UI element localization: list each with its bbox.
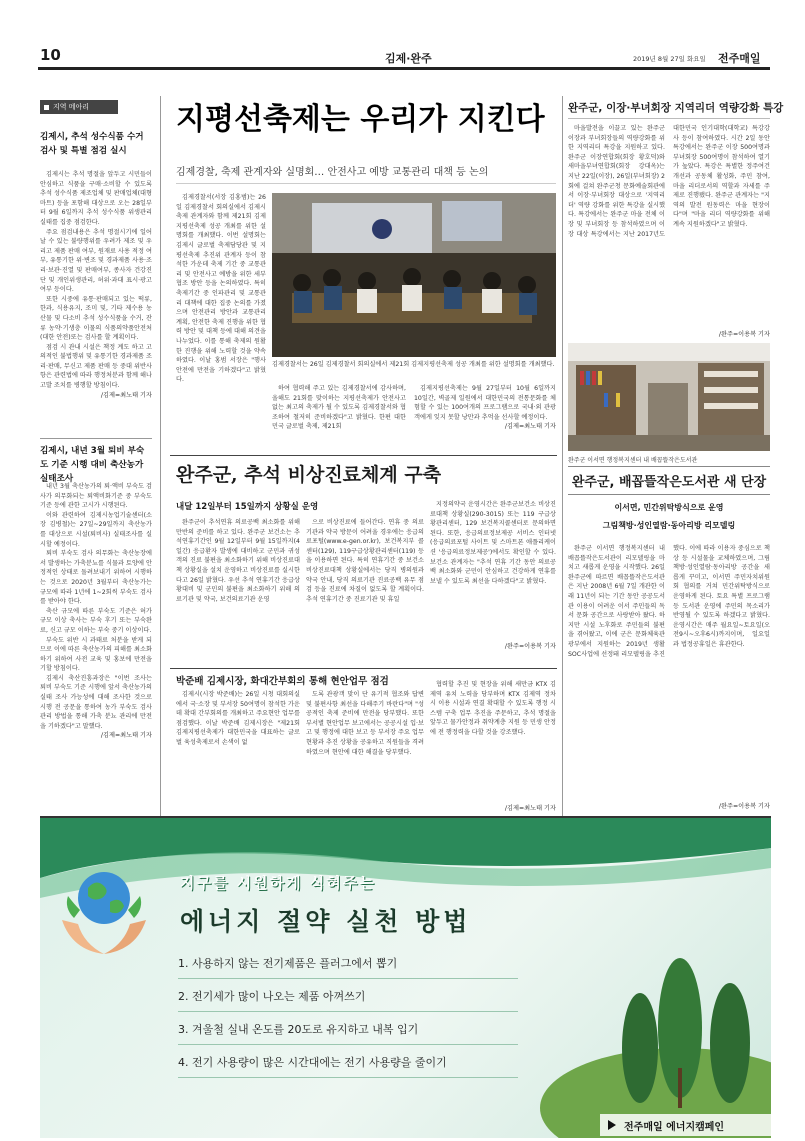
divider xyxy=(176,183,556,184)
paragraph: 협력할 추진 및 현장을 위해 새만금 KTX 김제역 유치 노력을 당부하며 KTX 김제역 정차 시 이용 시설과 연결 확대할 수 있도록 행정 시스템 구축 업무 추진을 주문하고, 추석 명절을 앞두고 물가안정과 취약계층 지원 등 민생 안정에 전 행정력을 다할 것을 강조했다. xyxy=(430,681,556,736)
library-photo-caption: 완주군 이서면 행정복지센터 내 배꼽뜰작은도서관 xyxy=(568,457,698,464)
paragraph: 축산 규모에 따른 부숙도 기준은 허가 규모 이상 축사는 부숙 후기 또는 부숙완료, 신고 규모 이하는 부숙 중기 이상이다. xyxy=(40,607,152,634)
bottom-headline: 박준배 김제시장, 화대간부회의 통해 현안업무 점검 xyxy=(176,676,389,687)
byline: /완주=이용복 기자 xyxy=(504,643,556,650)
paragraph: 퇴비 부숙도 검사 의무화는 축산농장에서 발생하는 가축분뇨를 식물과 토양에 안정적인 상태로 돌려보내기 위하여 시행하는 것으로 2020년 3월부터 축산농가는 규모에 따라 1년에 1~2회씩 부숙도 검사를 받아야 한다. xyxy=(40,550,152,606)
issue-date: 2019년 8월 27일 화요일 xyxy=(633,55,706,63)
column-divider xyxy=(160,96,161,816)
paragraph: 김제지평선축제는 9월 27일부터 10월 6일까지 10일간, 벽골제 일원에서 대한민국의 전통문화를 체험할 수 있는 100여개의 프로그램으로 국내·외 관광객에게 잊지 못할 낭만과 추억을 선사할 예정이다. xyxy=(414,385,556,421)
ad-list-item: 2. 전기세가 많이 나오는 제품 아껴쓰기 xyxy=(178,990,366,1003)
byline: /김제=최노태 기자 xyxy=(100,732,152,740)
divider xyxy=(568,494,770,495)
bullet-icon xyxy=(44,105,49,110)
paragraph: 부숙도 위반 시 과태료 처분을 받게 되므로 이에 따른 축산농가의 피해를 최소화하기 위하여 사전 교육 및 홍보에 만전을 기할 방침이다. xyxy=(40,636,152,673)
paragraph: 지정의약국 운영시간은 완주군보건소 비상진료대책 상황실(290-3015) 또는 119 구급상황관리센터, 129 보건복지콜센터로 문의하면 된다. 또한, 응급의료정보제공 서비스 인터넷(응급의료포털 사이트 및 스마트폰 애플리케이션 '응급의료정보제공')에서도 확인할 수 있다. 보건소 관계자는 "추석 연휴 기간 동안 의료공백 최소화와 군민이 안심하고 건강하게 연휴를 보낼 수 있도록 최선을 다하겠다"고 밝혔다. xyxy=(430,501,556,585)
page-number: 10 xyxy=(40,46,61,64)
library-sub1: 이서면, 민간위탁방식으로 운영 xyxy=(614,503,724,512)
mid-subhead: 내달 12일부터 15일까지 상황실 운영 xyxy=(176,502,319,512)
sidebar-tag xyxy=(40,100,118,114)
paragraph: 또한 시중에 유통·판매되고 있는 떡류, 한과, 식용유지, 조미 및, 기타 제수용 농산물 및 다소비 추석 성수식품을 수거, 잔류 농약·기생충 이물의 식품의약품안전처(대한 안전)또는 검사를 할 계획이다. xyxy=(40,295,152,342)
globe-hands-icon xyxy=(54,858,154,968)
play-arrow-icon xyxy=(608,1120,616,1130)
ad-list-item: 3. 겨울철 실내 온도를 20도로 유지하고 내복 입기 xyxy=(178,1023,419,1036)
library-illustration xyxy=(568,343,770,451)
mid-body-2: 으로 비상진료에 들어간다. 연휴 중 의료기관과 약국 방문이 어려울 경우에는 응급의료포털(www.e-gen.or.kr), 보건복지부 콜센터(129), 119구급상황관리센터(119) 등을 이용하면 된다. 특히 연휴기간 중 보건소 비상진료대책 상황실에서는 당직 병의원과 약국 안내, 당직 의료기관 진료공백 유무 점검 등을 진료에 차질이 없도록 할 계획이다. 추석 연휴기간 중 진료기관 및 휴일 xyxy=(306,519,424,603)
paragraph: 마을발전을 이끌고 있는 완주군 이장과 부녀회장들의 역량강화를 위한 지역리더 특강을 지원하고 있다. 완주군 이장연합회(회장 황호덕)와 새마을부녀연합회(회장 강대옥)는 지난 22일(이장), 26일(부녀회장) 2회에 걸쳐 완주군청 문화예술회관에서 이장·부녀회장 대상으로 '지역리더' 역량 강화를 위한 특강을 실시했다. 특강에서는 완주군 마을 전체 이장 및 부녀회장 등 참석하였으며 이장 대상 특강에서는 지난 2017년도 대한민국 인기대학(대학교) 특강강사 등이 참여하였다. 시간 2일 동안 특강에서는 완주군 이장 500여명과 부녀회장 500여명이 참석하여 열기가 높았다. 특강은 특별한 정주여건 개선과 공동체 활성화, 주민 참여, 마을 리더로서의 역할과 자세를 주제로 진행됐다. 완주군 관계자는 "지역의 발전 원동력은 마을 현장이다"며 "마을 리더 역량강화를 위해 계속 지원하겠다"고 밝혔다. xyxy=(568,125,770,238)
lead-photo-caption: 김제경찰서는 26일 김제경찰서 회의실에서 제21회 김제지평선축제 성공 개최를 위한 설명회를 개최했다. xyxy=(272,361,555,368)
masthead-rule xyxy=(38,67,770,70)
divider xyxy=(178,1077,518,1078)
right-top-body xyxy=(568,124,770,340)
library-sub2: 그림책방·성인열람·동아리방 리모델링 xyxy=(602,521,736,530)
divider xyxy=(40,438,152,439)
paragraph: 내년 3월 축산농가의 퇴·액비 부숙도 검사가 의무화되는 퇴액비화기준 중 부숙도 기준 등에 관한 고시가 시행된다. xyxy=(40,483,152,510)
divider xyxy=(170,668,557,669)
energy-campaign-ad xyxy=(40,816,771,1138)
ad-tagline: 지구를 시원하게 식혀주는 xyxy=(180,874,376,892)
byline: /김제=최노태 기자 xyxy=(504,805,556,812)
divider xyxy=(568,118,770,119)
ad-title: 에너지 절약 실천 방법 xyxy=(180,907,472,936)
mid-headline: 완주군, 추석 비상진료체계 구축 xyxy=(176,464,442,486)
masthead xyxy=(0,0,805,72)
ad-list-item: 4. 전기 사용량이 많은 시간대에는 전기 사용량을 줄이기 xyxy=(178,1056,447,1069)
sidebar-tag-label: 지역 메아리 xyxy=(53,103,90,111)
divider xyxy=(178,978,518,979)
lead-body-left: 김제경찰서(서장 김홍범)는 26일 김제경찰서 회의실에서 김제시 축제 관계자와 함께 제21회 김제지평선축제 성공 개최를 위한 설명회를 개최했다. 이번 설명회는 김제시 글로벌 축제담당관 및 지평선축제 추진위 관계자 등이 참석한 가운데 축제 기간 중 교통관리 및 안전사고 예방을 위한 세부 협조 방안 등을 논의하였다. 특히 축제기간 중 인파관리 및 교통관리 대책에 대한 집중 논의를 가졌으며 안전관리 방안과 교통관리 계획, 안전한 축제 진행을 위한 협력 방안 및 대책 등에 대해 의견을 나누었다. 이를 통해 축제의 원활한 진행을 위해 노력할 것을 약속하였다. 이날 홍범 서장은 "행사 안전에 만전을 기하겠다"고 밝혔다. xyxy=(176,194,266,384)
police-briefing-photo xyxy=(272,193,556,357)
column-divider xyxy=(562,96,563,816)
lead-subhead: 김제경찰, 축제 관계자와 실명회… 안전사고 예방 교통관리 대책 등 논의 xyxy=(176,167,489,178)
bottom-body-1: 김제시(시장 박준배)는 26일 시청 대회의실에서 국·소장 및 부서장 50여명이 참석한 가운데 확대 간부회의를 개최하고 주요현안 업무를 점검했다. 이날 박준배 김제시장은 "제21회 김제지평선축제가 대한민국을 대표하는 글로벌 육성축제로서 손색이 없 xyxy=(176,691,300,746)
sidebar-article2-body xyxy=(40,482,152,741)
byline: /김제=최노태 기자 xyxy=(100,391,152,399)
photo-illustration xyxy=(272,193,556,357)
byline: /김제=최노태 기자 xyxy=(504,423,556,431)
lead-body-mid: 하여 협력해 주고 있는 김제경찰서에 감사하며, 올해도 21회를 맞이하는 지평선축제가 안전사고 없는 최고의 축제가 될 수 있도록 김제경찰서와 협조하여 철저히 준비하겠다"고 밝혔다. 한편 대한민국 글로벌 축제, 제21회 xyxy=(272,385,406,431)
byline: /완주=이용복 기자 xyxy=(718,803,770,810)
paragraph: 완주군 이서면 행정복지센터 내 배꼽뜰작은도서관이 리모델링을 마치고 새롭게 운영을 시작했다. 26일 완주군에 따르면 배꼽뜰작은도서관은 지난 2008년 6월 7일 개관한 이래 11년이 되는 기간 동안 공공도서관 이용이 어려운 이서 주민들의 독서 문화 공간으로 사랑받아 왔다. 하지만 시설 노후화로 주민들의 불편을 겪어왔고, 이에 군은 문화체육관광부에서 지원하는 2019년 생활SOC사업에 선정돼 리모델링을 추진했다. 이에 따라 이용자 중심으로 책상 등 시설물을 교체하였으며, 그림책방·성인열람·동아리방 공간을 새롭게 꾸미고, 이서면 주민자치위원회 협의를 거쳐 민간위탁방식으로 운영하게 된다. 토요 특별 프로그램 등 도서관 운영에 주민의 목소리가 반영될 수 있도록 하겠다고 밝혔다. 운영시간은 매주 월요일~토요일(오전9시~오후6시)까지이며, 일요일과 법정공휴일은 휴관한다. xyxy=(568,545,770,658)
paragraph: 주요 점검내용은 추석 명절시기에 일어날 수 있는 불량행위를 우려가 제조 및 우리고 제품 판매 여부, 원재료 사용 적정 여부, 유통기한 위·변조 및 경과제품 사용·조리·보관·진열 및 판매여부, 종사자 건강진단 및 개인위생관리, 허위·과대 표시·광고 여부 등이다. xyxy=(40,228,152,294)
divider xyxy=(178,1011,518,1012)
ad-list xyxy=(178,950,598,1078)
paper-name: 전주매일 xyxy=(718,52,761,65)
ad-list-item: 1. 사용하지 않는 전기제품은 플러그에서 뽑기 xyxy=(178,957,398,970)
divider xyxy=(568,466,770,467)
mid-body-3 xyxy=(430,500,556,652)
paragraph: 점검 시 관내 시설은 책정 계도 하고 고의적인 불법행위 및 유통기한 경과제품 조리·판매, 무신고 제품 판매 등 중대 위반사항은 관련법에 따라 행정처분과 함께 해나 고발 조치를 병행할 방침이다. xyxy=(40,343,152,390)
right-top-headline: 완주군, 이장·부녀회장 지역리더 역량강화 특강 xyxy=(568,102,784,114)
bottom-body-3 xyxy=(430,680,556,814)
byline: /완주=이용복 기자 xyxy=(718,331,770,338)
sidebar-article1-title: 김제시, 추석 성수식품 수거 검사 및 특별 점검 실시 xyxy=(40,132,144,156)
mid-body-1: 완주군이 추석연휴 의료공백 최소화를 위해 만반의 준비를 하고 있다. 완주군 보건소는 추석연휴기간인 9월 12일부터 9월 15일까지(4일간) 응급환자 발생에 대비하고 군민과 귀성객의 진료 불편을 최소화하기 위해 비상진료대책 상황실을 설치 운영하고 비상진료를 실시한다고 26일 밝혔다. 우선 추석 연휴기간 응급상황대비 및 군민의 불편을 최소화하기 위해 의료기관 및 약국, 보건의료기관 운영 xyxy=(176,519,300,603)
ad-footer-bar xyxy=(600,1114,771,1136)
sidebar-article1-body xyxy=(40,170,152,400)
paragraph: 김제시 축산진흥과장은 "이번 조사는 퇴비 부숙도 기준 시행에 앞서 축산농가의 실태 조사 가능성에 대해 조사한 것으로 시행 전 공문을 통하여 농가 부숙도 검사 관리 방법을 통해 가축 분뇨 관리에 만전을 기하겠다"고 말했다. xyxy=(40,674,152,730)
divider xyxy=(178,1044,518,1045)
paragraph: 이와 관련하여 김제시농업기술센터(소장 김병철)는 27일~29일까지 축산농가를 대상으로 시설(퇴비사) 실태조사를 실시할 예정이다. xyxy=(40,511,152,548)
ad-footer-label: 전주매일 에너지캠페인 xyxy=(624,1122,725,1133)
section-name: 김제·완주 xyxy=(385,52,432,65)
library-headline: 완주군, 배꼽뜰작은도서관 새 단장 xyxy=(571,475,767,490)
library-photo xyxy=(568,343,770,451)
bottom-body-2: 도록 관광객 맞이 단 유기적 협조와 답변 및 불편사항 최선을 다해주기 바란다"며 "성공적인 축제 준비에 만전을 당부했다. 또한 부서별 현안업무 보고에서는 공공시설 입·보고 및 행정에 대한 보고 등 부서장 주요 업무 현황과 추진 상황을 공유하고 직원들을 격려하였으며 현안에 대한 해결을 당부했다. xyxy=(306,691,424,756)
lead-headline: 지평선축제는 우리가 지킨다 xyxy=(176,102,545,137)
library-body xyxy=(568,544,770,812)
sidebar-article2-title: 김제시, 내년 3월 퇴비 부숙도 기준 시행 대비 축산농가 실태조사 xyxy=(40,446,145,484)
divider xyxy=(170,455,557,456)
paragraph: 김제시는 추석 명절을 앞두고 시민들이 안심하고 식품을 구매·소비할 수 있도록 추석 성수식품 제조업체 및 판매업체(대형마트) 등을 포함해 대상으로 오는 28일부터 9월 6일까지 추석 성수식품 위생관리 실태를 집중 점검한다. xyxy=(40,171,152,226)
lead-body-right xyxy=(414,384,556,432)
